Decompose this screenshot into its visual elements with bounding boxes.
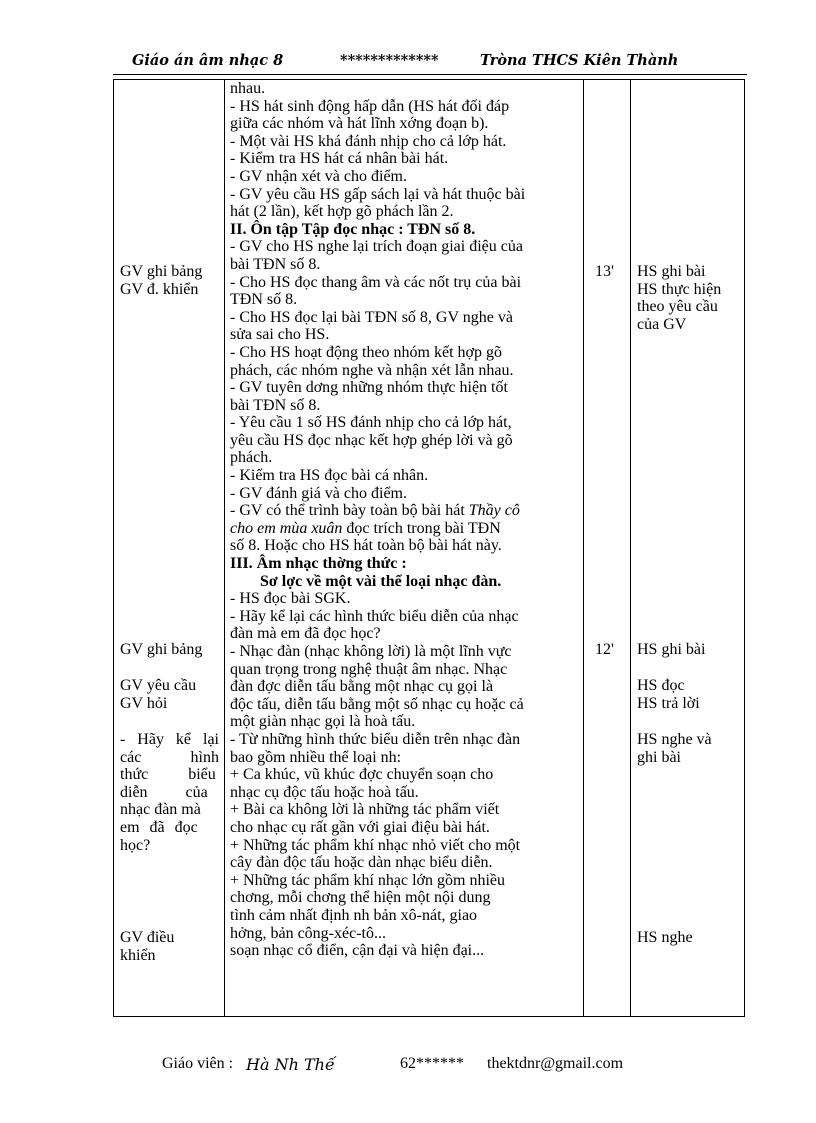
content-line: - Hãy kể lại các hình thức biểu diễn của nhạc <box>230 607 519 625</box>
content-line: - Cho HS đọc lại bài TĐN số 8, GV nghe và <box>230 308 513 326</box>
student-line: của GV <box>637 315 687 333</box>
content-line: phách. <box>230 449 273 467</box>
teacher-block-5 <box>120 929 174 964</box>
column-divider-2 <box>583 80 584 1016</box>
teacher-line: em đã đọc <box>120 818 198 836</box>
teacher-line: các hình <box>120 748 219 766</box>
content-line: + Bài ca không lời là những tác phẩm viết <box>230 801 500 819</box>
content-line: bao gồm nhiều thể loại nh: <box>230 748 402 766</box>
content-column <box>230 80 580 960</box>
content-line: - GV cho HS nghe lại trích đoạn giai điệu của <box>230 238 523 256</box>
student-line: HS nghe <box>637 929 693 946</box>
header-stars: ************* <box>340 52 439 69</box>
content-line: quan trọng trong nghệ thuật âm nhạc. Nhạc <box>230 660 508 678</box>
song-title: Thầy cô <box>468 502 520 520</box>
header-school: Tròna THCS Kiên Thành <box>480 52 679 69</box>
content-line: nhau. <box>230 80 266 97</box>
teacher-block-4 <box>120 731 219 854</box>
student-block-2 <box>637 641 705 659</box>
content-line: độc tấu, diễn tấu bằng một số nhạc cụ hoặc cả <box>230 695 524 713</box>
content-line: tình cảm nhất định nh bản xô-nát, giao <box>230 906 478 924</box>
teacher-line: GV đ. khiển <box>120 280 199 298</box>
time-value: 13' <box>595 263 614 280</box>
content-line: phách, các nhóm nghe và nhận xét lẫn nhau. <box>230 361 514 379</box>
time-12 <box>595 641 614 659</box>
content-line: + Ca khúc, vũ khúc đợc chuyển soạn cho <box>230 766 494 784</box>
content-line: - GV yêu cầu HS gấp sách lại và hát thuộc bài <box>230 185 526 203</box>
teacher-line: diễn của <box>120 783 208 801</box>
content-line: - GV nhận xét và cho điểm. <box>230 167 407 185</box>
content-line: đàn đợc diễn tấu bằng một nhạc cụ gọi là <box>230 678 494 696</box>
content-line: - HS đọc bài SGK. <box>230 590 351 608</box>
lesson-table <box>113 79 745 1017</box>
student-block-4 <box>637 731 712 766</box>
teacher-line: GV hỏi <box>120 694 168 712</box>
content-line <box>230 502 580 520</box>
teacher-line: nhạc đàn mà <box>120 801 201 819</box>
content-line: cho nhạc cụ rất gần với giai điệu bài hát. <box>230 818 490 836</box>
teacher-line: khiển <box>120 946 156 964</box>
content-line: yêu cầu HS đọc nhạc kết hợp ghép lời và gõ <box>230 431 513 449</box>
footer-email: thektdnr@gmail.com <box>487 1055 624 1072</box>
time-value: 12' <box>595 641 614 658</box>
section-subheading: Sơ lợc về một vài thể loại nhạc đàn. <box>260 572 502 590</box>
time-13 <box>595 263 614 281</box>
content-line: - Kiểm tra HS đọc bài cá nhân. <box>230 467 429 485</box>
teacher-block-1 <box>120 263 202 298</box>
column-divider-3 <box>630 80 631 1016</box>
content-line: nhạc cụ độc tấu hoặc hoà tấu. <box>230 783 419 801</box>
student-line: ghi bài <box>637 748 681 766</box>
student-block-5 <box>637 929 693 947</box>
content-line: sửa sai cho HS. <box>230 326 330 344</box>
footer-phone: 62****** <box>400 1055 464 1072</box>
teacher-line: GV yêu cầu <box>120 677 197 694</box>
content-line: + Những tác phẩm khí nhạc nhỏ viết cho một <box>230 836 521 854</box>
footer-label: Giáo viên : <box>162 1055 234 1072</box>
content-line: giữa các nhóm và hát lĩnh xớng đoạn b). <box>230 115 489 133</box>
page-header <box>118 52 748 76</box>
student-line: HS nghe và <box>637 731 712 748</box>
content-text: đọc trích trong bài TĐN <box>342 519 501 537</box>
content-line: - GV đánh giá và cho điểm. <box>230 484 407 502</box>
content-line <box>230 520 580 538</box>
content-line: số 8. Hoặc cho HS hát toàn bộ bài hát này. <box>230 537 502 555</box>
teacher-block-2 <box>120 641 202 659</box>
student-block-1 <box>637 263 721 333</box>
teacher-line: - Hãy kể lại <box>120 731 219 748</box>
content-line: cây đàn độc tấu hoặc dàn nhạc biểu diễn. <box>230 854 493 872</box>
teacher-line: GV điều <box>120 929 175 946</box>
content-line: bài TĐN số 8. <box>230 396 321 414</box>
content-text: - GV có thể trình bày toàn bộ bài hát <box>230 502 469 520</box>
teacher-line: GV ghi bảng <box>120 263 203 280</box>
student-line: HS ghi bài <box>637 263 706 280</box>
footer-teacher-name: Hà Nh Thế <box>246 1055 335 1074</box>
teacher-block-3 <box>120 677 196 712</box>
column-divider-1 <box>224 80 225 1016</box>
content-line: - Cho HS hoạt động theo nhóm kết hợp gõ <box>230 343 502 361</box>
content-line: - Nhạc đàn (nhạc không lời) là một lĩnh vực <box>230 643 512 660</box>
student-line: HS đọc <box>637 677 685 694</box>
content-line: - HS hát sinh động hấp dẫn (HS hát đối đáp <box>230 97 510 115</box>
section-heading-2: II. Ôn tập Tập đọc nhạc : TĐN số 8. <box>230 220 476 238</box>
content-line: - Cho HS đọc thang âm và các nốt trụ của bài <box>230 273 522 291</box>
teacher-line: học? <box>120 836 151 854</box>
content-line: soạn nhạc cổ điển, cận đại và hiện đại... <box>230 942 485 960</box>
student-block-3 <box>637 677 700 712</box>
content-line: chơng, mỗi chơng thể hiện một nội dung <box>230 889 491 907</box>
header-rule <box>113 74 747 75</box>
teacher-line: GV ghi bảng <box>120 641 203 658</box>
content-line: hát (2 lần), kết hợp gõ phách lần 2. <box>230 203 454 221</box>
content-line: TĐN số 8. <box>230 291 298 309</box>
content-line: - GV tuyên dơng những nhóm thực hiện tốt <box>230 379 508 397</box>
content-line: + Những tác phẩm khí nhạc lớn gồm nhiều <box>230 871 505 889</box>
teacher-line: thức biểu <box>120 766 216 784</box>
content-line: bài TĐN số 8. <box>230 255 321 273</box>
content-line: - Từ những hình thức biểu diễn trên nhạc đàn <box>230 730 521 748</box>
student-line: HS thực hiện <box>637 280 722 298</box>
student-line: theo yêu cầu <box>637 298 718 316</box>
header-subject: Giáo án âm nhạc 8 <box>132 52 284 69</box>
student-line: HS trả lời <box>637 694 700 712</box>
content-line: - Một vài HS khá đánh nhịp cho cả lớp hát. <box>230 132 507 150</box>
content-line: đàn mà em đã đọc học? <box>230 625 381 643</box>
page-footer <box>160 1055 720 1079</box>
content-line: một giàn nhạc gọi là hoà tấu. <box>230 713 416 731</box>
content-line: hởng, bản công-xéc-tô... <box>230 924 386 942</box>
content-line: - Kiểm tra HS hát cá nhân bài hát. <box>230 150 449 168</box>
section-heading-3: III. Âm nhạc thờng thức : <box>230 555 407 573</box>
song-title-cont: cho em mùa xuân <box>230 519 343 537</box>
student-line: HS ghi bài <box>637 641 706 658</box>
content-line: - Yêu cầu 1 số HS đánh nhịp cho cả lớp hát, <box>230 414 512 432</box>
